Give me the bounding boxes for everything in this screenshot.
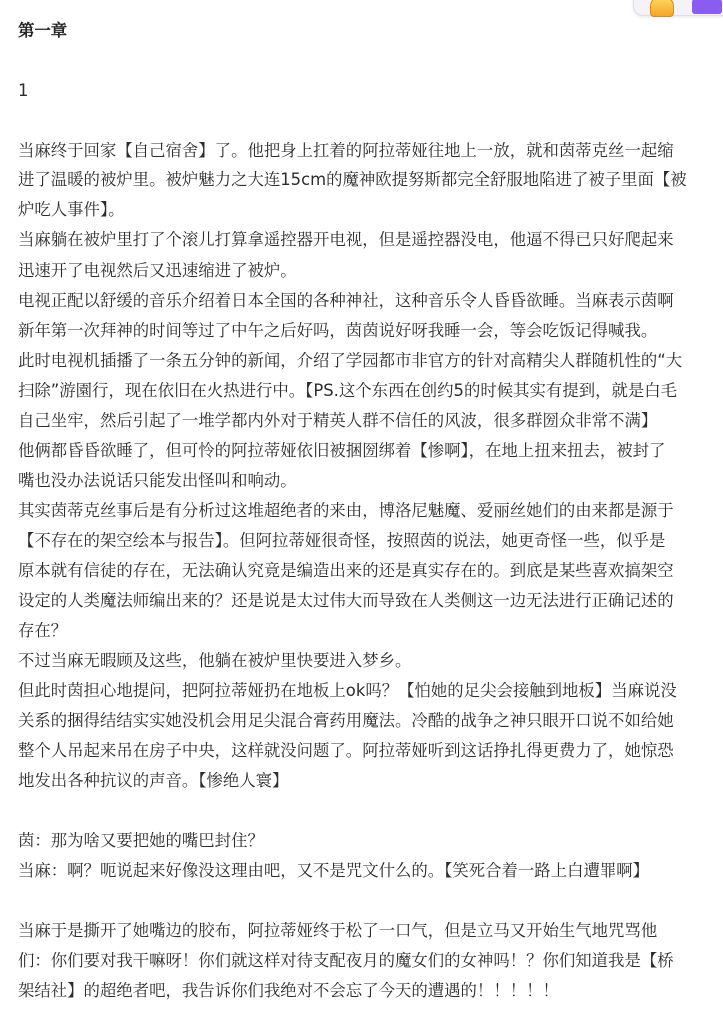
paragraph-line: 们：你们要对我干嘛呀！你们就这样对待支配夜月的魔女们的女神吗！？你们知道我是【桥 (18, 951, 674, 970)
paragraph-line: 设定的人类魔法师编出来的？还是说是太过伟大而导致在人类侧这一边无法进行正确记述的 (18, 591, 674, 610)
emoji-sticker-icon (650, 0, 674, 17)
paragraph-line: 自己坐牢，然后引起了一堆学都内外对于精英人群不信任的风波，很多群圀众非常不满】 (18, 411, 658, 430)
chapter-title: 第一章 (18, 21, 68, 40)
paragraph-line: 关系的捆得结结实实她没机会用足尖混合膏药用魔法。冷酷的战争之神只眼开口说不如给她 (18, 711, 674, 730)
paragraph-line: 进了温暖的被炉里。被炉魅力之大连15cm的魔神欧提努斯都完全舒服地陷进了被子里面【被 (18, 170, 687, 189)
paragraph-line: 不过当麻无暇顾及这些，他躺在被炉里快要进入梦乡。 (18, 651, 412, 670)
paragraph-line: 电视正配以舒缓的音乐介绍着日本全国的各种神社，这种音乐令人昏昏欲睡。当麻表示茵啊 (18, 291, 674, 310)
corner-sticker-widget[interactable] (633, 0, 723, 16)
paragraph-line: 存在？ (18, 621, 68, 640)
paragraph-line: 地发出各种抗议的声音。【惨绝人寰】 (18, 771, 289, 790)
paragraph-line: 其实茵蒂克丝事后是有分析过这堆超绝者的来由，博洛尼魅魔、爱丽丝她们的由来都是源于 (18, 501, 674, 520)
paragraph-line: 但此时茵担心地提问，把阿拉蒂娅扔在地板上ok吗？【怕她的足尖会接触到地板】当麻说没 (18, 681, 677, 700)
paragraph-line: 当麻于是撕开了她嘴边的胶布，阿拉蒂娅终于松了一口气，但是立马又开始生气地咒骂他 (18, 921, 658, 940)
paragraph-line: 他俩都昏昏欲睡了，但可怜的阿拉蒂娅依旧被捆圀绑着【惨啊】，在地上扭来扭去，被封了 (18, 441, 666, 460)
paragraph-line: 新年第一次拜神的时间等过了中午之后好吗，茵茵说好呀我睡一会，等会吃饭记得喊我。 (18, 321, 658, 340)
paragraph-line: 嘴也没办法说话只能发出怪叫和响动。 (18, 471, 297, 490)
paragraph-line: 整个人吊起来吊在房子中央，这样就没问题了。阿拉蒂娅听到这话挣扎得更费力了，她惊恐 (18, 741, 674, 760)
paragraph-line: 当麻终于回家【自己宿舍】了。他把身上扛着的阿拉蒂娅往地上一放，就和茵蒂克丝一起缩 (18, 141, 674, 160)
dialogue-line: 当麻：啊？呃说起来好像没这理由吧，又不是咒文什么的。【笑死合着一路上白遭罪啊】 (18, 861, 650, 880)
paragraph-line: 扫除”游園行，现在依旧在火热进行中。【PS.这个东西在创约5的时候其实有提到，就是白毛 (18, 381, 678, 400)
paragraph-line: 当麻躺在被炉里打了个滚儿打算拿遥控器开电视，但是遥控器没电，他逼不得已只好爬起来 (18, 230, 674, 249)
section-number: 1 (18, 81, 29, 100)
paragraph-line: 迅速开了电视然后又迅速缩进了被炉。 (18, 261, 297, 280)
dialogue-line: 茵：那为啥又要把她的嘴巴封住？ (18, 831, 264, 850)
paragraph-line: 【不存在的架空绘本与报告】。但阿拉蒂娅很奇怪，按照茵的说法，她更奇怪一些，似乎是 (18, 531, 666, 550)
paragraph-line: 此时电视机插播了一条五分钟的新闻，介绍了学园都市非官方的针对高精尖人群随机性的“大 (18, 351, 683, 370)
purple-badge-icon (692, 0, 722, 14)
paragraph-line: 原本就有信徒的存在，无法确认究竟是编造出来的还是真实存在的。到底是某些喜欢搞架空 (18, 561, 674, 580)
paragraph-line: 架结社】的超绝者吧，我告诉你们我绝对不会忘了今天的遭遇的！！！！！ (18, 981, 559, 1000)
paragraph-line: 炉吃人事件】。 (18, 200, 125, 219)
